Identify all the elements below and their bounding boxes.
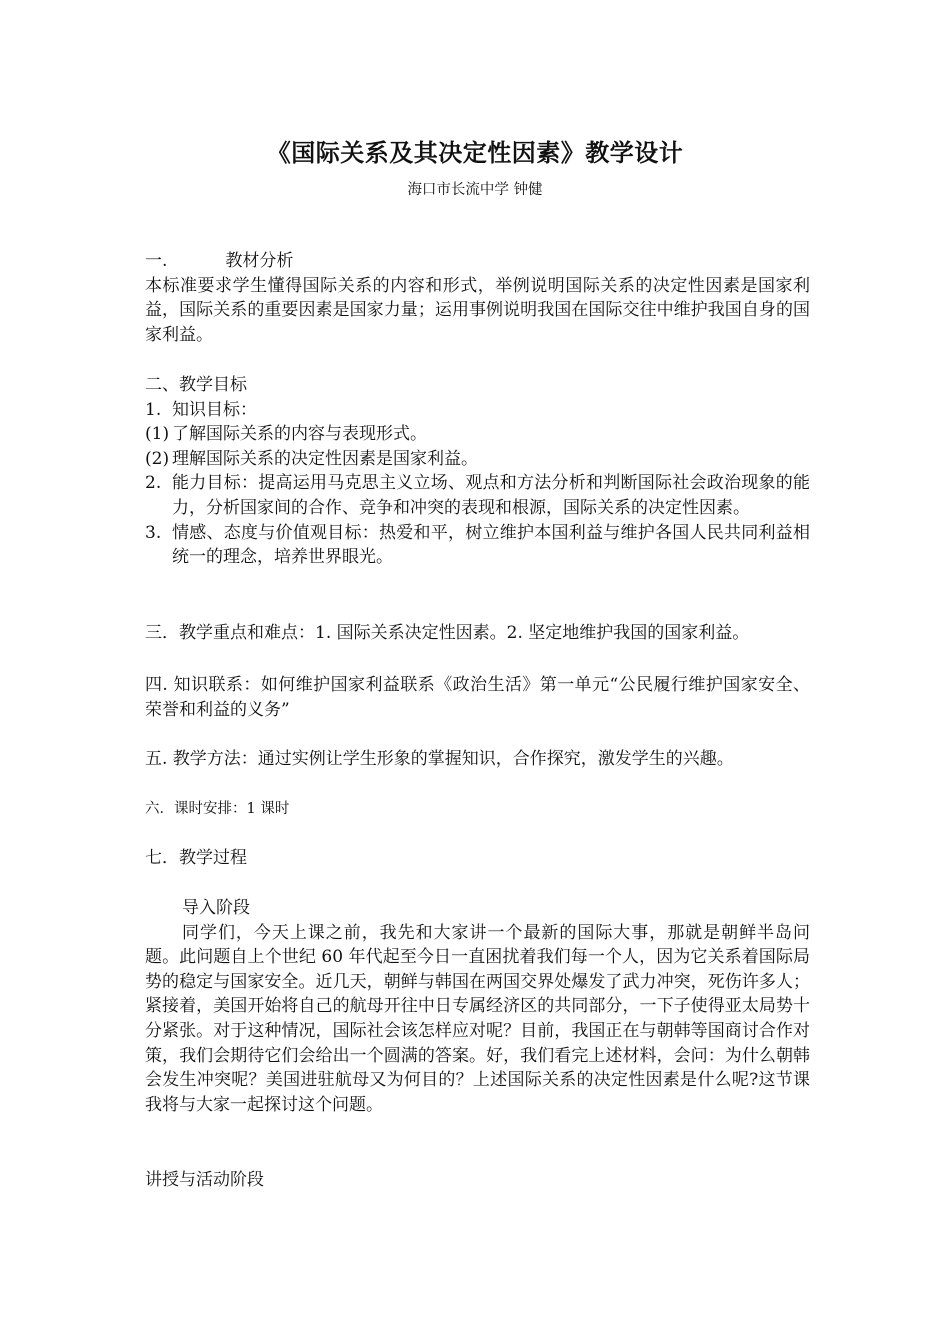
section-2 [145, 373, 810, 570]
section-1 [145, 249, 810, 347]
objective-number: 2. [145, 473, 162, 494]
stage-teaching-heading: 讲授与活动阶段 [145, 1170, 264, 1190]
section-7-heading: 七．教学过程 [145, 848, 247, 868]
section-1-body: 本标准要求学生懂得国际关系的内容和形式，举例说明国际关系的决定性因素是国家利益，国际关系的重要因素是国家力量；运用事例说明我国在国际交往中维护我国自身的国家利益。 [145, 275, 810, 345]
section-2-heading: 二、教学目标 [145, 375, 247, 395]
objective-number: 3. [145, 522, 162, 543]
objective-text: 理解国际关系的决定性因素是国家利益。 [172, 448, 478, 469]
objective-item [145, 521, 810, 570]
objective-text: 能力目标：提高运用马克思主义立场、观点和方法分析和判断国际社会政治现象的能力，分析国家间的合作、竞争和冲突的表现和根源，国际关系的决定性因素。 [172, 473, 810, 518]
objective-number: (2) [145, 448, 170, 469]
objective-item [145, 398, 810, 423]
objective-text: 情感、态度与价值观目标：热爱和平，树立维护本国利益与维护各国人民共同利益相统一的理念，培养世界眼光。 [172, 522, 810, 568]
objective-item [145, 471, 810, 520]
section-7-process [145, 896, 810, 1117]
section-1-number: 一. [145, 251, 168, 271]
objective-item [145, 447, 810, 472]
section-4: 四. 知识联系：如何维护国家利益联系《政治生活》第一单元“公民履行维护国家安全、荣誉和利益的义务” [145, 675, 810, 720]
objective-text: 了解国际关系的内容与表现形式。 [172, 424, 427, 445]
section-1-title: 教材分析 [225, 251, 294, 271]
stage-intro-paragraph: 同学们，今天上课之前，我先和大家讲一个最新的国际大事，那就是朝鲜半岛问题。此问题自上个世纪 60 年代起至今日一直困扰着我们每一个人，因为它关系着国际局势的稳定与国家安全。近几天，朝鲜与韩国在两国交界处爆发了武力冲突，死伤许多人；紧接着，美国开始将自己的航母开往中日专属经济区的共同部分，一下子使得亚太局势十分紧张。对于这种情况，国际社会该怎样应对呢？目前，我国正在与朝韩等国商讨合作对策，我们会期待它们会给出一个圆满的答案。好，我们看完上述材料，会问：为什么朝韩会发生冲突呢？美国进驻航母又为何目的？上述国际关系的决定性因素是什么呢?这节课我将与大家一起探讨这个问题。 [145, 922, 810, 1115]
section-3: 三．教学重点和难点：1. 国际关系决定性因素。2. 坚定地维护我国的国家利益。 [145, 623, 750, 643]
stage-intro-heading: 导入阶段 [182, 898, 250, 918]
section-6: 六．课时安排：1 课时 [145, 801, 290, 817]
objective-text: 知识目标： [172, 399, 257, 420]
objective-item [145, 422, 810, 447]
document-title: 《国际关系及其决定性因素》教学设计 [266, 139, 684, 167]
section-5: 五. 教学方法：通过实例让学生形象的掌握知识，合作探究，激发学生的兴趣。 [145, 749, 734, 769]
objective-number: 1. [145, 399, 162, 420]
objective-number: (1) [145, 424, 170, 445]
author-line: 海口市长流中学 钟健 [407, 182, 543, 198]
section-1-heading [145, 249, 810, 274]
